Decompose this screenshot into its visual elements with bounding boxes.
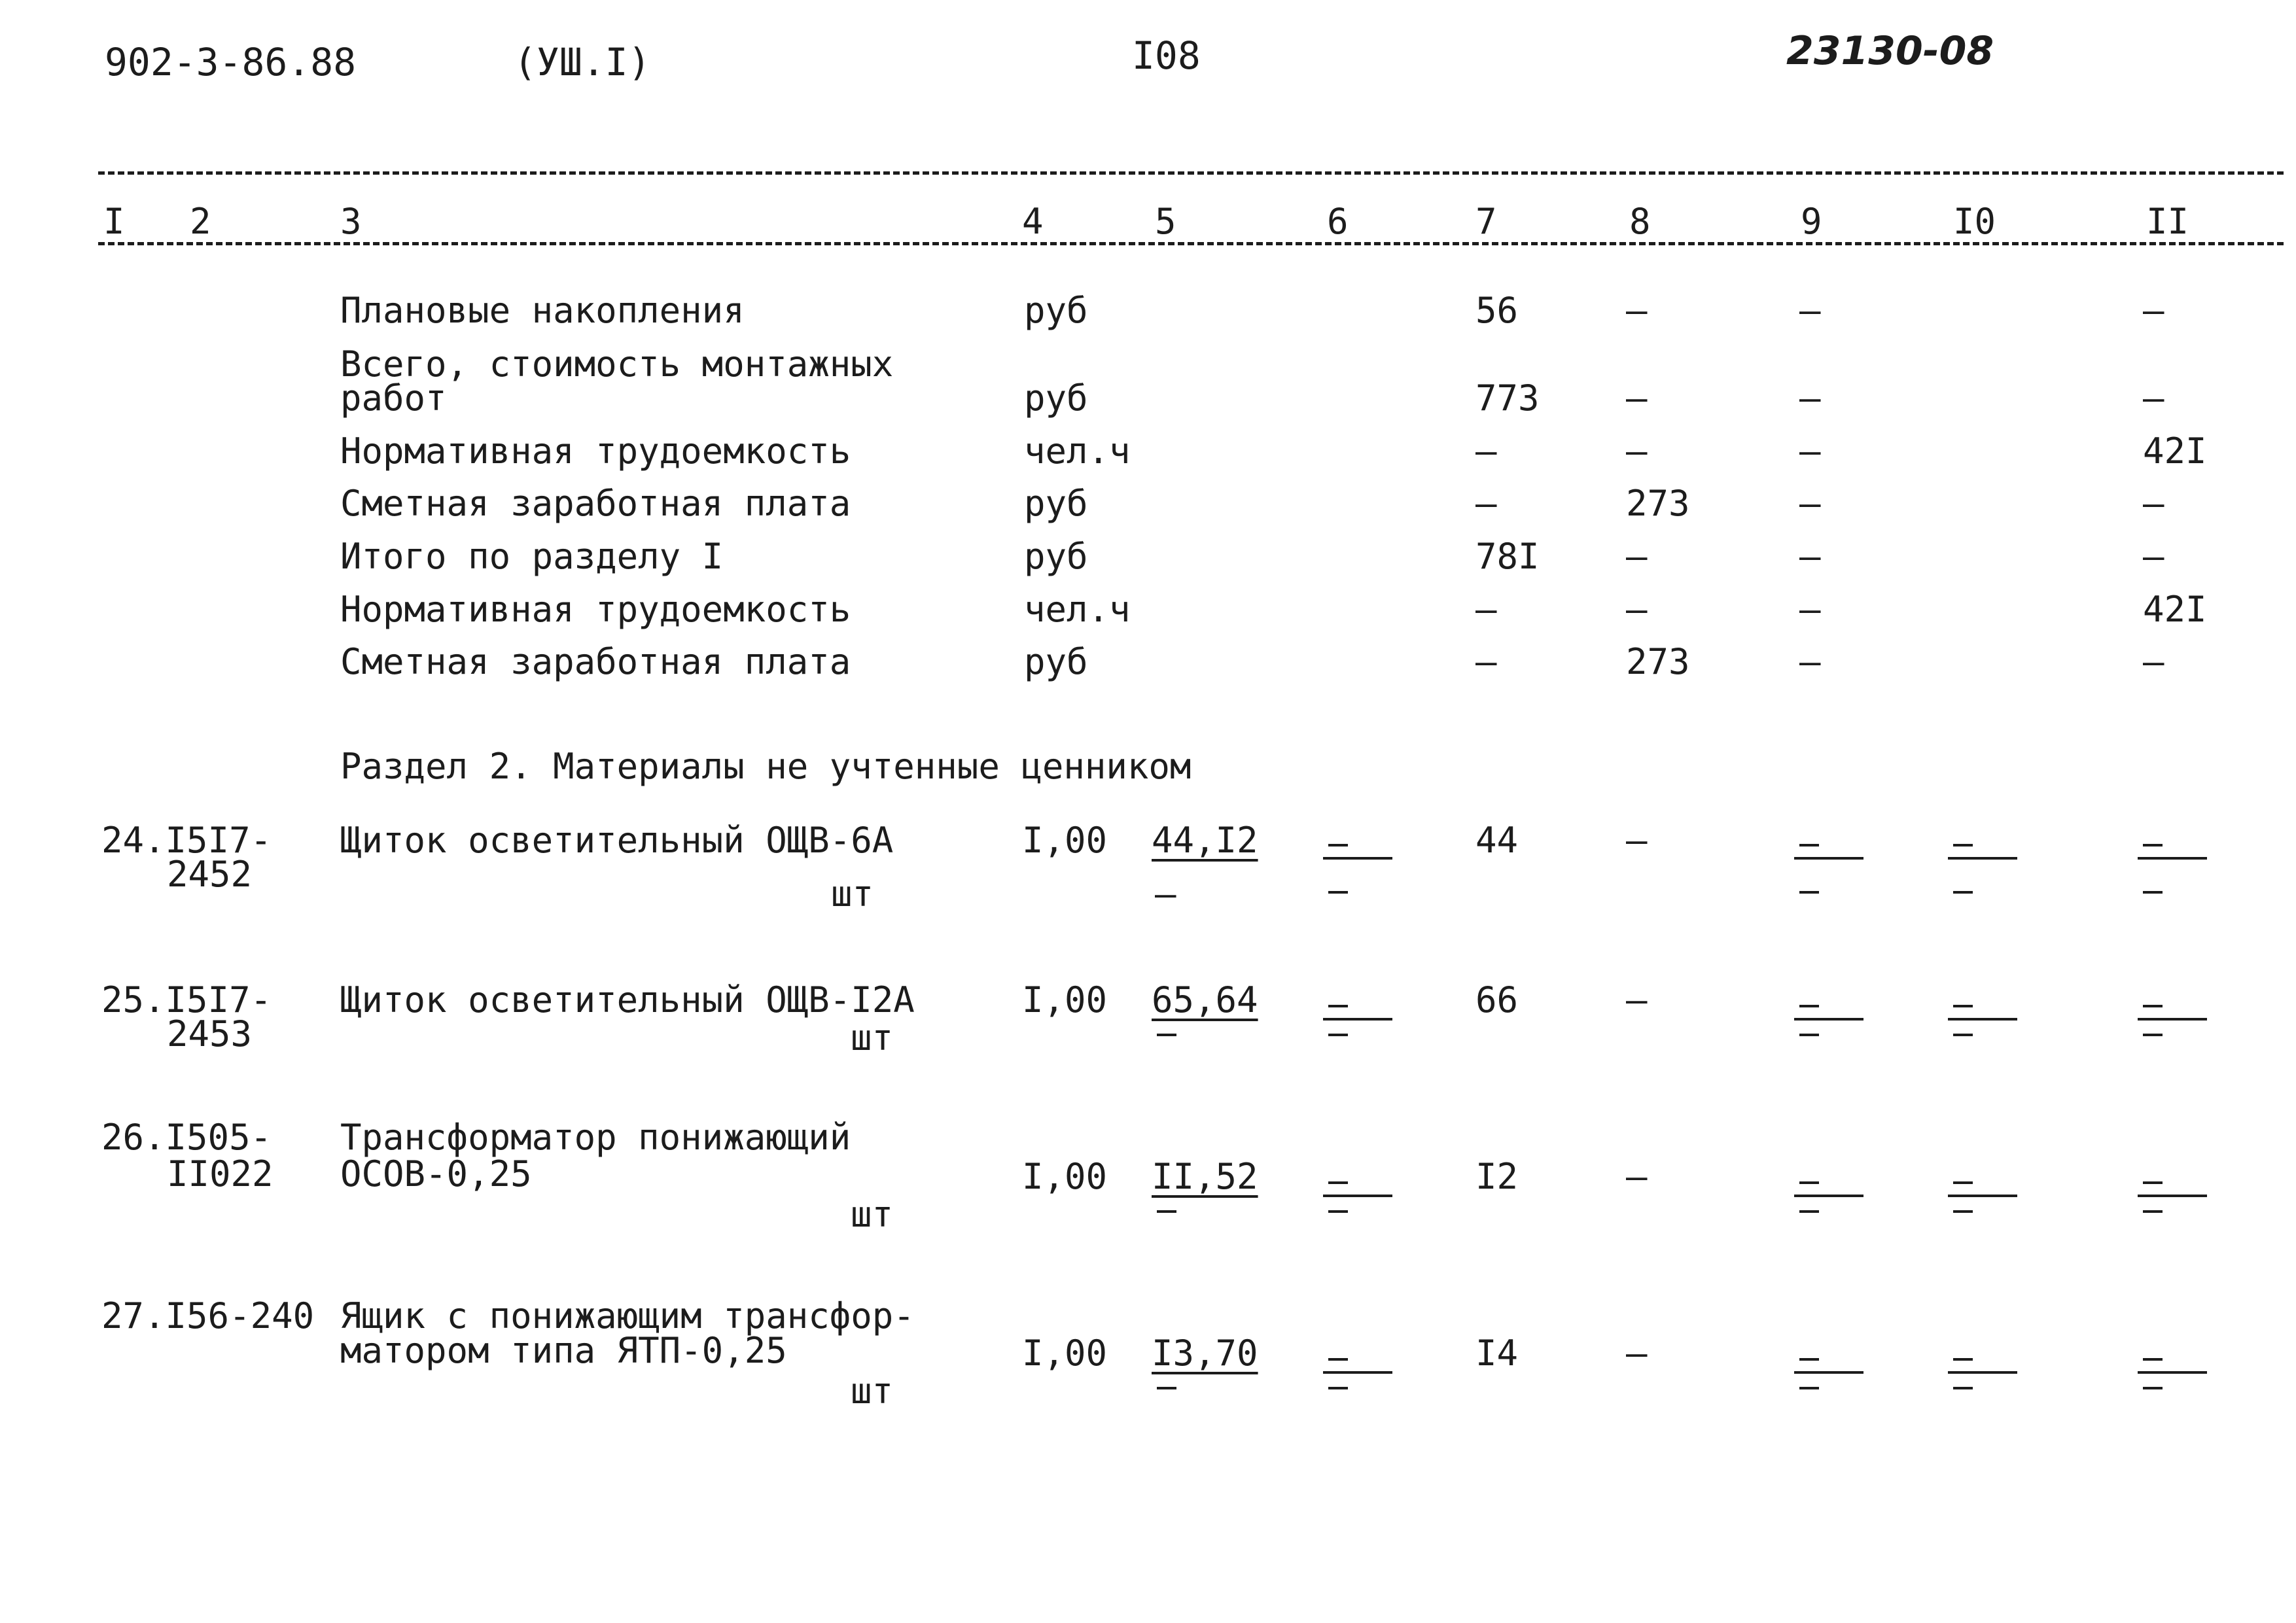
col10-fraction xyxy=(1953,1005,1973,1007)
summary-col8: – xyxy=(1626,589,1648,630)
summary-name: Нормативная трудоемкость xyxy=(340,430,851,472)
summary-col11: – xyxy=(2143,290,2164,331)
col11-fraction-line xyxy=(2138,1195,2207,1197)
summary-name: Итого по разделу I xyxy=(340,536,724,577)
item-price: 65,64 xyxy=(1152,979,1258,1021)
item-unit: шт xyxy=(831,873,874,915)
col11-fraction xyxy=(2143,1210,2163,1213)
col10-fraction-line xyxy=(1948,1371,2017,1374)
col6-fraction xyxy=(1328,891,1348,894)
item-unit: шт xyxy=(851,1194,894,1235)
col-5-label: 5 xyxy=(1155,201,1176,242)
summary-unit: руб xyxy=(1024,483,1088,524)
summary-unit: руб xyxy=(1024,536,1088,577)
item-price: I3,70 xyxy=(1152,1333,1258,1374)
col-8-label: 8 xyxy=(1629,201,1651,242)
item-code-line2: 2453 xyxy=(167,1013,253,1055)
summary-col7: 78I xyxy=(1475,536,1540,577)
col9-fraction-line xyxy=(1794,1371,1863,1374)
item-col7: I4 xyxy=(1475,1333,1519,1374)
col11-fraction xyxy=(2143,891,2163,894)
col10-fraction xyxy=(1953,1210,1973,1213)
section2-title: Раздел 2. Материалы не учтенные ценником xyxy=(340,746,1192,787)
item-name: Щиток осветительный ОЩВ-I2А xyxy=(340,979,915,1021)
summary-name: Нормативная трудоемкость xyxy=(340,589,851,630)
col10-fraction-line xyxy=(1948,1018,2017,1021)
summary-col8: – xyxy=(1626,430,1648,472)
col9-fraction xyxy=(1799,1034,1819,1036)
col11-fraction xyxy=(2143,1358,2163,1361)
price-sub-dash xyxy=(1157,1387,1176,1389)
col9-fraction-line xyxy=(1794,857,1863,860)
item-col7: 66 xyxy=(1475,979,1519,1021)
col9-fraction-line xyxy=(1794,1195,1863,1197)
item-price: 44,I2 xyxy=(1152,820,1258,861)
col9-fraction-line xyxy=(1794,1018,1863,1021)
col6-fraction xyxy=(1328,1181,1348,1184)
item-col8: – xyxy=(1626,979,1648,1021)
summary-col8: – xyxy=(1626,290,1648,331)
col6-fraction-line xyxy=(1323,1195,1392,1197)
summary-col8: – xyxy=(1626,536,1648,577)
summary-col7: – xyxy=(1475,483,1497,524)
registration-number: 23130-08 xyxy=(1786,28,1994,74)
item-qty: I,00 xyxy=(1022,820,1108,861)
col9-fraction xyxy=(1799,844,1819,846)
item-price: II,52 xyxy=(1152,1156,1258,1197)
col9-fraction xyxy=(1799,1387,1819,1389)
col11-fraction xyxy=(2143,1181,2163,1184)
summary-col7: – xyxy=(1475,589,1497,630)
item-col8: – xyxy=(1626,1156,1648,1197)
summary-name: Сметная заработная плата xyxy=(340,641,851,682)
item-name: Ящик с понижающим трансфор- xyxy=(340,1295,915,1336)
page-number: I08 xyxy=(1132,33,1201,78)
item-col8: – xyxy=(1626,1333,1648,1374)
col11-fraction-line xyxy=(2138,857,2207,860)
summary-unit: руб xyxy=(1024,377,1088,419)
item-name: Трансформатор понижающий xyxy=(340,1117,851,1158)
col-10-label: I0 xyxy=(1953,201,1996,242)
col11-fraction-line xyxy=(2138,1371,2207,1374)
col-7-label: 7 xyxy=(1475,201,1497,242)
summary-col7: 56 xyxy=(1475,290,1519,331)
col10-fraction xyxy=(1953,1387,1973,1389)
summary-col9: – xyxy=(1799,536,1821,577)
col6-fraction xyxy=(1328,1005,1348,1007)
price-sub-dash xyxy=(1157,1210,1176,1213)
col9-fraction xyxy=(1799,891,1819,894)
col-2-label: 2 xyxy=(190,201,211,242)
col9-fraction xyxy=(1799,1181,1819,1184)
summary-name-line1: Всего, стоимость монтажных xyxy=(340,343,894,385)
col11-fraction xyxy=(2143,1005,2163,1007)
summary-col11: – xyxy=(2143,641,2164,682)
col11-fraction-line xyxy=(2138,1018,2207,1021)
summary-col9: – xyxy=(1799,589,1821,630)
item-code-line2: 2452 xyxy=(167,854,253,895)
col6-fraction xyxy=(1328,844,1348,846)
summary-col8: – xyxy=(1626,377,1648,419)
col-3-label: 3 xyxy=(340,201,362,242)
col6-fraction xyxy=(1328,1034,1348,1036)
col11-fraction xyxy=(2143,844,2163,846)
summary-col9: – xyxy=(1799,641,1821,682)
summary-col7: – xyxy=(1475,641,1497,682)
summary-col9: – xyxy=(1799,483,1821,524)
doc-code: 902-3-86.88 xyxy=(105,40,357,84)
summary-unit: руб xyxy=(1024,290,1088,331)
col6-fraction xyxy=(1328,1358,1348,1361)
item-col7: I2 xyxy=(1475,1156,1519,1197)
col11-fraction xyxy=(2143,1034,2163,1036)
item-code-line2: II022 xyxy=(167,1153,274,1195)
col-1-label: I xyxy=(103,201,125,242)
summary-col11: – xyxy=(2143,377,2164,419)
col10-fraction xyxy=(1953,1358,1973,1361)
item-col8: – xyxy=(1626,820,1648,861)
item-qty: I,00 xyxy=(1022,1156,1108,1197)
summary-name-line2: работ xyxy=(340,377,447,419)
item-code: 25.I5I7- xyxy=(101,979,272,1021)
item-code: 24.I5I7- xyxy=(101,820,272,861)
summary-col9: – xyxy=(1799,377,1821,419)
item-code: 26.I505- xyxy=(101,1117,272,1158)
summary-col7: 773 xyxy=(1475,377,1540,419)
summary-unit: чел.ч xyxy=(1024,430,1131,472)
summary-col9: – xyxy=(1799,290,1821,331)
summary-col9: – xyxy=(1799,430,1821,472)
col-6-label: 6 xyxy=(1327,201,1349,242)
col-11-label: II xyxy=(2146,201,2189,242)
item-qty: I,00 xyxy=(1022,979,1108,1021)
section-label: (УШ.I) xyxy=(514,40,651,84)
col10-fraction xyxy=(1953,844,1973,846)
summary-col11: 42I xyxy=(2143,430,2207,472)
col6-fraction xyxy=(1328,1387,1348,1389)
item-unit: шт xyxy=(851,1370,894,1412)
item-name: Щиток осветительный ОЩВ-6А xyxy=(340,820,894,861)
summary-unit: руб xyxy=(1024,641,1088,682)
item-name-line2: ОСОВ-0,25 xyxy=(340,1153,532,1195)
col10-fraction-line xyxy=(1948,1195,2017,1197)
summary-col11: 42I xyxy=(2143,589,2207,630)
item-name-line2: матором типа ЯТП-0,25 xyxy=(340,1330,787,1371)
summary-name: Плановые накопления xyxy=(340,290,745,331)
item-col7: 44 xyxy=(1475,820,1519,861)
summary-name: Сметная заработная плата xyxy=(340,483,851,524)
item-code: 27.I56-240 xyxy=(101,1295,315,1336)
col6-fraction-line xyxy=(1323,1018,1392,1021)
col-4-label: 4 xyxy=(1022,201,1044,242)
summary-col11: – xyxy=(2143,536,2164,577)
summary-col8: 273 xyxy=(1626,483,1690,524)
item-price-sub: – xyxy=(1155,873,1176,915)
summary-col7: – xyxy=(1475,430,1497,472)
col10-fraction xyxy=(1953,1034,1973,1036)
item-qty: I,00 xyxy=(1022,1333,1108,1374)
summary-col11: – xyxy=(2143,483,2164,524)
col9-fraction xyxy=(1799,1005,1819,1007)
col9-fraction xyxy=(1799,1358,1819,1361)
price-sub-dash xyxy=(1157,1034,1176,1036)
col9-fraction xyxy=(1799,1210,1819,1213)
item-unit: шт xyxy=(851,1017,894,1058)
col10-fraction-line xyxy=(1948,857,2017,860)
summary-unit: чел.ч xyxy=(1024,589,1131,630)
col10-fraction xyxy=(1953,1181,1973,1184)
col-9-label: 9 xyxy=(1801,201,1822,242)
col6-fraction-line xyxy=(1323,1371,1392,1374)
col6-fraction-line xyxy=(1323,857,1392,860)
header-top-rule xyxy=(98,171,2284,175)
header-bottom-rule xyxy=(98,242,2284,245)
summary-col8: 273 xyxy=(1626,641,1690,682)
col10-fraction xyxy=(1953,891,1973,894)
col6-fraction xyxy=(1328,1210,1348,1213)
col11-fraction xyxy=(2143,1387,2163,1389)
